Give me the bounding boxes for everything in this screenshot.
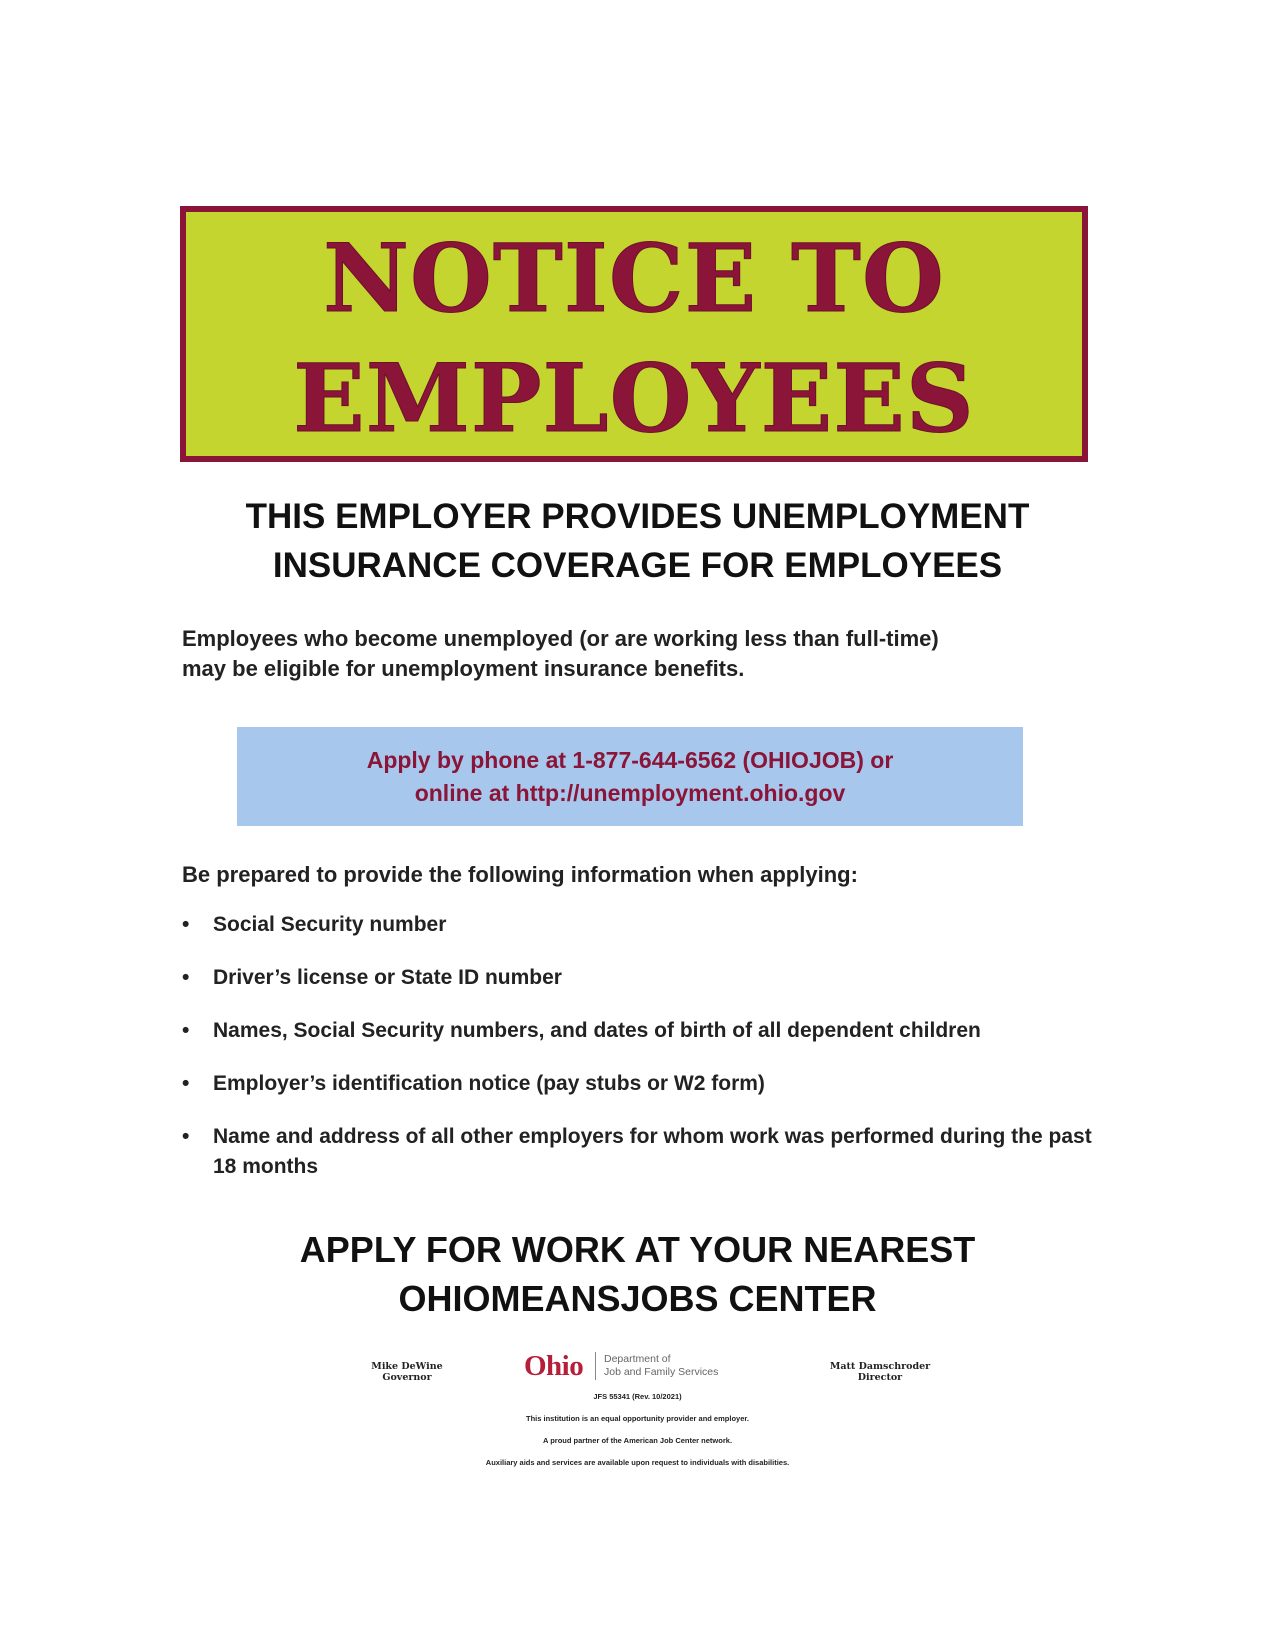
governor-credit: [327, 1361, 487, 1383]
auxiliary-aids-statement: Auxiliary aids and services are available upon request to individuals with disabilities.: [485, 1458, 790, 1467]
list-item-text: Employer’s identification notice (pay stubs or W2 form): [213, 1072, 765, 1095]
apply-phone-line: Apply by phone at 1-877-644-6562 (OHIOJOB) or: [366, 747, 894, 773]
list-item: [180, 963, 562, 993]
eligibility-paragraph: [182, 624, 1102, 684]
bullet-marker: •: [182, 1019, 190, 1042]
logo-dept-line-2: Job and Family Services: [604, 1366, 719, 1378]
banner-title-line-2: EMPLOYEES: [293, 344, 975, 454]
notice-banner: [180, 206, 1088, 462]
list-item: [180, 1122, 1093, 1182]
logo-department-name: [604, 1353, 718, 1379]
list-item-text: Names, Social Security numbers, and dates of birth of all dependent children: [213, 1019, 981, 1042]
director-title: Director: [857, 1372, 903, 1383]
bullet-marker: •: [182, 1072, 190, 1095]
list-item-text: Driver’s license or State ID number: [213, 966, 562, 989]
logo-divider: [595, 1352, 596, 1380]
list-item: [180, 1016, 981, 1046]
coverage-headline-line-2: INSURANCE COVERAGE FOR EMPLOYEES: [272, 546, 1003, 585]
footer-fine-print: [380, 1392, 895, 1480]
ohio-jfs-logo: [524, 1351, 754, 1381]
apply-info-box: [237, 727, 1023, 826]
logo-dept-line-1: Department of: [604, 1353, 671, 1365]
list-item-text: Name and address of all other employers for whom work was performed during the past 18 months: [213, 1125, 1092, 1178]
governor-title: Governor: [382, 1372, 432, 1383]
form-id: JFS 55341 (Rev. 10/2021): [593, 1392, 682, 1401]
closing-headline-line-1: APPLY FOR WORK AT YOUR NEAREST: [299, 1229, 976, 1270]
bullet-marker: •: [182, 966, 190, 989]
apply-online-line: online at http://unemployment.ohio.gov: [414, 780, 846, 806]
list-item: [180, 1069, 765, 1099]
prepare-heading: Be prepared to provide the following information when applying:: [182, 862, 858, 887]
equal-opportunity-statement: This institution is an equal opportunity provider and employer.: [526, 1414, 749, 1423]
governor-name: Mike DeWine: [371, 1361, 443, 1372]
director-name: Matt Damschroder: [829, 1361, 931, 1372]
director-credit: [800, 1361, 960, 1383]
banner-title-line-1: NOTICE TO: [323, 224, 945, 334]
list-item-text: Social Security number: [213, 913, 447, 936]
closing-headline-line-2: OHIOMEANSJOBS CENTER: [398, 1278, 877, 1319]
eligibility-line-2: may be eligible for unemployment insurance benefits.: [182, 656, 745, 681]
bullet-marker: •: [182, 1125, 190, 1148]
closing-headline: [150, 1225, 1125, 1323]
partner-statement: A proud partner of the American Job Center network.: [542, 1436, 733, 1445]
eligibility-line-1: Employees who become unemployed (or are working less than full-time): [182, 626, 939, 651]
ohio-wordmark: Ohio: [524, 1350, 584, 1382]
coverage-headline-line-1: THIS EMPLOYER PROVIDES UNEMPLOYMENT: [245, 497, 1030, 536]
bullet-marker: •: [182, 913, 190, 936]
coverage-headline: [150, 492, 1125, 590]
list-item: [180, 910, 446, 940]
